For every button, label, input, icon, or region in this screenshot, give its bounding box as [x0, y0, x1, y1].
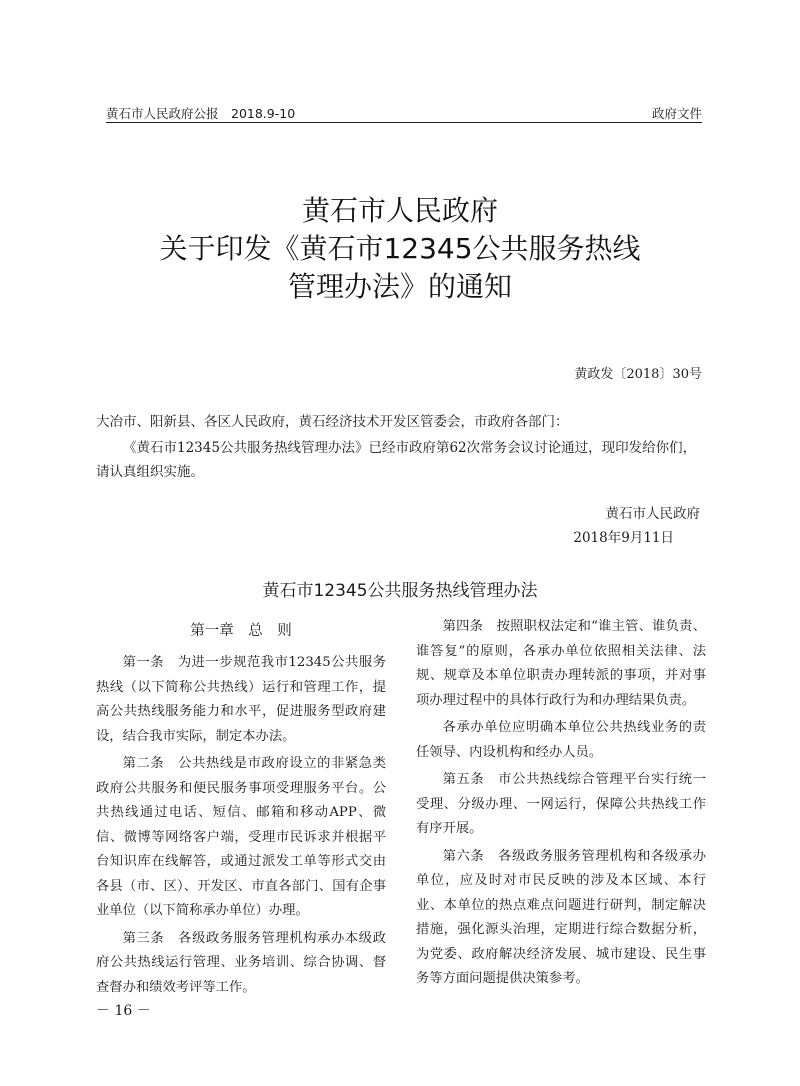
article-paragraph: 第二条 公共热线是市政府设立的非紧急类政府公共服务和便民服务事项受理服务平台。公共热线通过电话、短信、邮箱和移动APP、微信、微博等网络客户端，受理市民诉求并根据平台知识库在线解答，或通过派发工单等形式交由各县（市、区）、开发区、市直各部门、国有企事业单位（以下简称承办单位）办理。 [96, 756, 386, 918]
section-label: 政府文件 [651, 106, 702, 121]
right-column [416, 615, 706, 995]
title-line-2: 关于印发《黄石市12345公共服务热线 [159, 232, 641, 265]
article-paragraph: 各承办单位应明确本单位公共热线业务的责任领导、内设机构和经办人员。 [416, 720, 706, 760]
page-header [106, 104, 702, 123]
page-number: － 16 － [96, 1003, 151, 1019]
bulletin-issue: 黄石市人民政府公报 2018.9-10 [106, 106, 296, 121]
addressee: 大冶市、阳新县、各区人民政府，黄石经济技术开发区管委会，市政府各部门： [96, 414, 569, 430]
chapter-heading: 第一章 总 则 [190, 623, 292, 639]
left-column [96, 615, 386, 1003]
title-line-1: 黄石市人民政府 [301, 194, 498, 227]
article-paragraph: 第六条 各级政务服务管理机构和各级承办单位，应及时对市民反映的涉及本区域、本行业、本单位的热点难点问题进行研判，制定解决措施，强化源头治理，定期进行综合数据分析，为党委、政府解决经济发展、城市建设、民生事务等方面问题提供决策参考。 [416, 848, 706, 986]
signature-org: 黄石市人民政府 [605, 506, 700, 522]
regulation-title: 黄石市12345公共服务热线管理办法 [262, 581, 538, 601]
article-paragraph: 第四条 按照职权法定和“谁主管、谁负责、谁答复”的原则，各承办单位依照相关法律、法规、规章及本单位职责办理转派的事项，并对事项办理过程中的具体行政行为和办理结果负责。 [416, 619, 706, 708]
document-number: 黄政发〔2018〕30号 [574, 367, 702, 382]
article-paragraph: 第三条 各级政务服务管理机构承办本级政府公共热线运行管理、业务培训、综合协调、督查督办和绩效考评等工作。 [96, 930, 386, 995]
notice-body: 《黄石市12345公共服务热线管理办法》已经市政府第62次常务会议讨论通过，现印发给你们，请认真组织实施。 [96, 440, 697, 480]
title-line-3: 管理办法》的通知 [287, 270, 512, 303]
notice-title [0, 192, 800, 306]
article-paragraph: 第一条 为进一步规范我市12345公共服务热线（以下简称公共热线）运行和管理工作，提高公共热线服务能力和水平，促进服务型政府建设，结合我市实际，制定本办法。 [96, 655, 386, 744]
signature-date: 2018年9月11日 [573, 530, 674, 546]
article-paragraph: 第五条 市公共热线综合管理平台实行统一受理、分级办理、一网运行，保障公共热线工作有序开展。 [416, 772, 706, 836]
